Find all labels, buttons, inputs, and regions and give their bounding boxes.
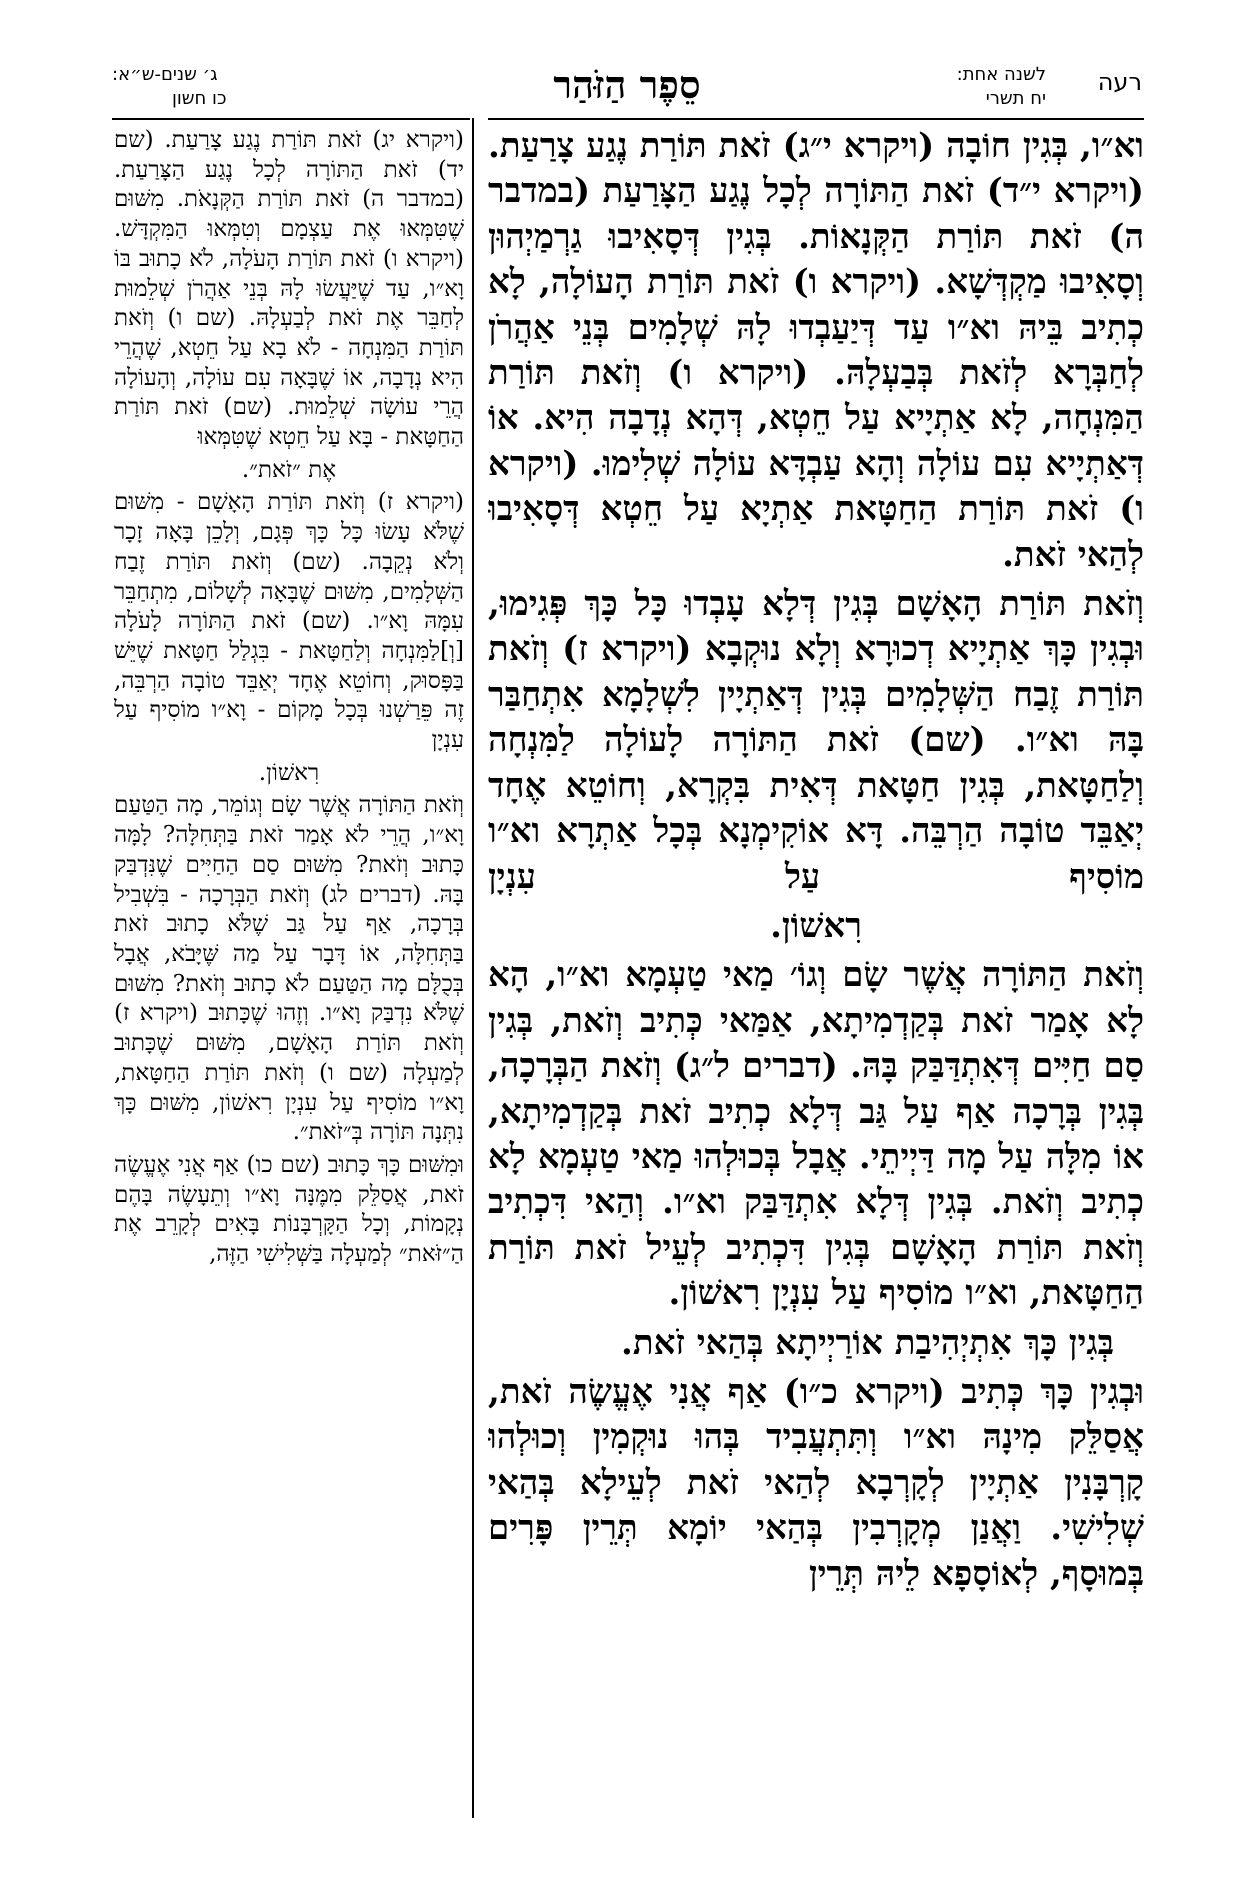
main-paragraph: וְזֹאת תּוֹרַת הָאָשָׁם בְּגִין דְּלָא עָבְדוּ כָּל כָּךְ פְּגִימוּ, וּבְגִין כָּךְ אַתְיָיא דְכוּרָא וְלָא נוּקְבָא (ויקרא ז) וְזֹאת תּוֹרַת זֶבַח הַשְּׁלָמִים בְּגִין דְּאַתְיָין לִשְׁלָמָא אִתְחַבַּר בָּהּ וא״ו. (שם) זֹאת הַתּוֹרָה לָעוֹלָה לַמִּנְחָה וְלַחַטָּאת, בְּגִין חַטָּאת דְּאִית בִּקְרָא, וְחוֹטֵא אֶחָד יְאַבֵּד טוֹבָה הַרְבֵּה. דָּא אוֹקִימְנָא בְּכָל אַתְרָא וא״ו מוֹסִיף עַל עִנְיָן	[488, 584, 1144, 897]
three-years-label: ג׳ שנים-ש״א:	[112, 64, 218, 85]
one-year-date: יח תשרי	[985, 88, 1046, 109]
hebrew-translation-column	[114, 126, 464, 1826]
side-paragraph-end: אֶת ״זֹאת״.	[241, 456, 337, 483]
main-paragraph: וּבְגִין כָּךְ כְּתִיב (ויקרא כ״ו) אַף אֲנִי אֶעֱשֶׂה זֹאת, אֲסַלֵּק מִינָהּ וא״ו וְתִּתְעֲבִיד בְּהוּ נוּקְמִין וְכוּלְהוּ קָרְבָּנִין אַתְיָין לְקָרְבָא לְהַאי זֹאת לְעֵילָא בְּהַאי שְׁלִישִׁי. וַאֲנַן מְקָרְבִין בְּהַאי יוֹמָא תְּרֵין פָּרִים בְּמוּסָף, לְאוֹסָפָא לֵיהּ תְּרֵין	[488, 1371, 1144, 1594]
side-paragraph-end: רִאשׁוֹן.	[258, 759, 320, 786]
book-title: סֵפֶר הַזֹּהַר	[553, 62, 701, 107]
side-paragraph: (ויקרא ז) וְזֹאת תּוֹרַת הָאָשָׁם - מִשּׁוּם שֶׁלֹּא עָשׂוּ כָּל כָּךְ פְּגָם, וְלָכֵן בָּאָה זָכָר וְלֹא נְקֵבָה. (שם) וְזֹאת תּוֹרַת זֶבַח הַשְּׁלָמִים, מִשּׁוּם שֶׁבָּאָה לְשָׁלוֹם, מִתְחַבֵּר עִמָּהּ וָא״ו. (שם) זֹאת הַתּוֹרָה לָעֹלָה [וְ]לַמִּנְחָה וְלַחַטָּאת - בִּגְלַל חַטָּאת שֶׁיֵּשׁ בַּפָּסוּק, וְחוֹטֵא אֶחָד יְאַבֵּד טוֹבָה הַרְבֵּה, זֶה פֵּרַשְׁנוּ בְּכָל מָקוֹם - וָא״ו מוֹסִיף עַל עִנְיָן	[114, 489, 464, 754]
three-years-date: כו חשון	[172, 88, 227, 109]
header-rule-right	[488, 118, 1144, 120]
main-paragraph: בְּגִין כָּךְ אִתְיְהִיבַת אוֹרַיְיתָא בְּהַאי זֹאת.	[621, 1322, 1114, 1363]
one-year-label: לשנה אחת:	[956, 64, 1046, 85]
side-paragraph: וְזֹאת הַתּוֹרָה אֲשֶׁר שָׂם וְגוֹמֵר, מָה הַטַּעַם וָא״ו, הֲרֵי לֹא אָמַר זֹאת בַּתְּחִלָּה? לָמָּה כָּתוּב וְזֹאת? מִשּׁוּם סַם הַחַיִּים שֶׁנִּדְבַּק בָּהּ. (דברים לג) וְזֹאת הַבְּרָכָה - בִּשְׁבִיל בְּרָכָה, אַף עַל גַּב שֶׁלֹּא כָתוּב זֹאת בַּתְּחִלָּה, אוֹ דָּבָר עַל מַה שֶּׁיָּבֹא, אֲבָל בְּכֻלָּם מָה הַטַּעַם לֹא כָתוּב וְזֹאת? מִשּׁוּם שֶׁלֹּא נִדְבַּק וָא״ו. וְזֶהוּ שֶׁכָּתוּב (ויקרא ז) וְזֹאת תּוֹרַת הָאָשָׁם, מִשּׁוּם שֶׁכָּתוּב לְמַעְלָה (שם ו) וְזֹאת תּוֹרַת הַחַטָּאת, וָא״ו מוֹסִיף עַל עִנְיָן רִאשׁוֹן, מִשּׁוּם כָּךְ נִתְּנָה תּוֹרָה בְּ״זֹאת״.	[114, 792, 464, 1146]
column-divider	[472, 118, 474, 1818]
running-header	[112, 62, 1142, 118]
main-paragraph-end: רִאשׁוֹן.	[770, 905, 862, 946]
aramaic-text-column	[488, 124, 1144, 1824]
side-paragraph: (ויקרא יג) זֹאת תּוֹרַת נֶגַע צָרַעַת. (שם יד) זֹאת הַתּוֹרָה לְכָל נֶגַע הַצָּרַעַת. (במדבר ה) זֹאת תּוֹרַת הַקְּנָאֹת. מִשּׁוּם שֶׁטִּמְּאוּ אֶת עַצְמָם וְטִמְּאוּ הַמִּקְדָּשׁ. (ויקרא ו) זֹאת תּוֹרַת הָעֹלָה, לֹא כָתוּב בּוֹ וָא״ו, עַד שֶׁיַּעֲשׂוּ לָהּ בְּנֵי אַהֲרֹן שְׁלֵמוּת לְחַבֵּר אֶת זֹאת לְבַעְלָהּ. (שם ו) וְזֹאת תּוֹרַת הַמִּנְחָה - לֹא בָא עַל חֵטְא, שֶׁהֲרֵי הִיא נְדָבָה, אוֹ שֶׁבָּאָה עִם עוֹלָה, וְהָעוֹלָה הֲרֵי עוֹשָׂה שְׁלֵמוּת. (שם) זֹאת תּוֹרַת הַחַטָּאת - בָּא עַל חֵטְא שֶׁטִּמְּאוּ	[114, 127, 464, 451]
main-paragraph: וא״ו, בְּגִין חוֹבָה (ויקרא י״ג) זֹאת תּוֹרַת נֶגַע צָרַעַת. (ויקרא י״ד) זֹאת הַתּוֹרָה לְכָל נֶגַע הַצָּרַעַת (במדבר ה) זֹאת תּוֹרַת הַקְּנָאוֹת. בְּגִין דְּסָאִיבוּ גַרְמַיְהוּן וְסָאִיבוּ מַקְדְּשָׁא. (ויקרא ו) זֹאת תּוֹרַת הָעוֹלָה, לָא כְתִיב בֵּיהּ וא״ו עַד דְּיַעַבְדוּ לָהּ שְׁלָמִים בְּנֵי אַהֲרֹן לְחַבְּרָא לְזֹאת בְּבַעְלָהּ. (ויקרא ו) וְזֹאת תּוֹרַת הַמִּנְחָה, לָא אַתְיָיא עַל חֵטְא, דְּהָא נְדָבָה הִיא. אוֹ דְּאַתְיָיא עִם עוֹלָה וְהָא עַבְדָּא עוֹלָה שְׁלִימוּ. (ויקרא ו) זֹאת תּוֹרַת הַחַטָּאת אַתְיָא עַל חֵטְא דְּסָאִיבוּ לְהַאי זֹאת.	[488, 126, 1144, 575]
side-paragraph: וּמִשּׁוּם כָּךְ כָּתוּב (שם כו) אַף אֲנִי אֶעֱשֶׂה זֹאת, אֲסַלֵּק מִמֶּנָּה וָא״ו וְתֵעָשֶׂה בָּהֶם נְקָמוֹת, וְכָל הַקָּרְבָּנוֹת בָּאִים לְקָרֵב אֶת הַ״זֹּאת״ לְמַעְלָה בַּשְּׁלִישִׁי הַזֶּה,	[114, 1151, 464, 1268]
main-paragraph: וְזֹאת הַתּוֹרָה אֲשֶׁר שָׂם וְגוֹ׳ מַאי טַעְמָא וא״ו, הָא לָא אָמַר זֹאת בְּקַדְמִיתָא, אַמַּאי כְּתִיב וְזֹאת, בְּגִין סַם חַיִּים דְּאִתְדַּבַּק בָּהּ. (דברים ל״ג) וְזֹאת הַבְּרָכָה, בְּגִין בְּרָכָה אַף עַל גַּב דְּלָא כְתִיב זֹאת בְּקַדְמִיתָא, אוֹ מִלָּה עַל מָה דַּיְיתֵי. אֲבָל בְּכוּלְהוּ מַאי טַעְמָא לָא כְתִיב וְזֹאת. בְּגִין דְּלָא אִתְדַּבַּק וא״ו. וְהַאי דִּכְתִיב וְזֹאת תּוֹרַת הָאָשָׁם בְּגִין דִּכְתִיב לְעֵיל זֹאת תּוֹרַת הַחַטָּאת, וא״ו מוֹסִיף עַל עִנְיָן רִאשׁוֹן.	[488, 955, 1144, 1314]
header-rule-left	[112, 118, 470, 120]
parsha-name: רעה	[1097, 68, 1142, 96]
